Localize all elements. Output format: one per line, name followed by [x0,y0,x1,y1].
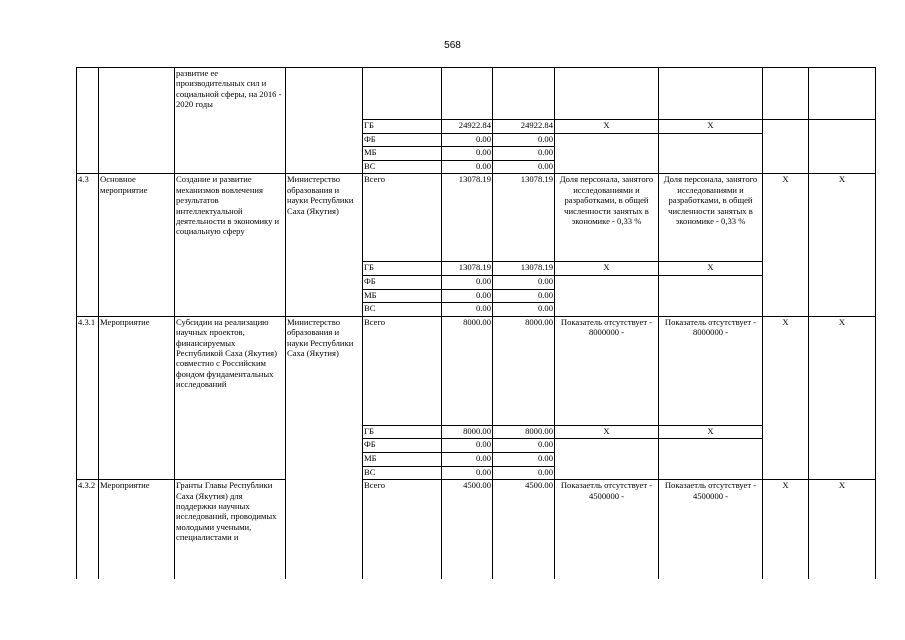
indicator-cell: Х [659,120,763,134]
indicator-cell: Х [659,425,763,439]
mark-cell: Х [763,480,809,580]
funding-value: 0.00 [493,303,555,317]
item-type: Мероприятие [99,316,175,425]
indicator-cell: Х [555,262,659,276]
table-row [77,133,876,147]
funding-source: Всего [363,316,442,425]
table-row [77,425,876,439]
item-executor: Министерство образования и науки Республики Саха (Якутия) [286,316,363,425]
indicator-cell: Показаетль отсутствует - 4500000 - [555,480,659,580]
funding-value: 8000.00 [493,316,555,425]
page-number: 568 [444,40,461,51]
table-row [77,452,876,466]
table-row [77,303,876,317]
program-table [76,67,876,579]
item-number: 4.3 [77,174,99,262]
item-name: развитие ее производительных сил и социальной сферы, на 2016 - 2020 годы [175,68,286,120]
funding-value: 0.00 [442,275,493,289]
funding-value: 8000.00 [493,425,555,439]
table-row [77,480,876,580]
funding-value: 0.00 [442,303,493,317]
funding-source: ФБ [363,133,442,147]
table-row [77,147,876,161]
funding-source: МБ [363,452,442,466]
funding-source: ГБ [363,425,442,439]
funding-source: ВС [363,303,442,317]
mark-cell: Х [809,316,876,425]
funding-value: 0.00 [442,160,493,174]
funding-source: ГБ [363,262,442,276]
funding-source: ВС [363,160,442,174]
funding-value: 0.00 [493,289,555,303]
funding-value: 24922.84 [442,120,493,134]
funding-value: 0.00 [442,439,493,453]
table-row [77,160,876,174]
indicator-cell: Показатель отсутствует - 8000000 - [659,316,763,425]
funding-source: ГБ [363,120,442,134]
funding-value: 0.00 [493,275,555,289]
indicator-cell: Показатель отсутствует - 8000000 - [555,316,659,425]
funding-value: 4500.00 [493,480,555,580]
mark-cell: Х [763,316,809,425]
item-name: Гранты Главы Республики Саха (Якутия) для поддержки научных исследований, проводимых молодыми учеными, специалистами и [175,480,286,580]
funding-source: ВС [363,466,442,480]
mark-cell: Х [809,174,876,262]
funding-value: 24922.84 [493,120,555,134]
table-row [77,466,876,480]
funding-source: ФБ [363,439,442,453]
indicator-cell: Х [555,425,659,439]
indicator-cell: Х [659,262,763,276]
funding-value: 13078.19 [442,262,493,276]
funding-value: 0.00 [493,133,555,147]
funding-value: 0.00 [442,289,493,303]
table-row [77,262,876,276]
funding-value: 13078.19 [442,174,493,262]
funding-source: МБ [363,289,442,303]
funding-value: 13078.19 [493,174,555,262]
item-type: Мероприятие [99,480,175,580]
item-type: Основное мероприятие [99,174,175,262]
table-row [77,68,876,120]
mark-cell: Х [763,174,809,262]
indicator-cell: Доля персонала, занятого исследованиями и разработками, в общей численности занятых в экономике - 0,33 % [555,174,659,262]
item-number: 4.3.2 [77,480,99,580]
funding-value: 0.00 [442,133,493,147]
funding-value: 0.00 [442,147,493,161]
table-row [77,316,876,425]
funding-source: Всего [363,480,442,580]
table-row [77,174,876,262]
item-executor: Министерство образования и науки Республики Саха (Якутия) [286,174,363,262]
funding-source: Всего [363,174,442,262]
funding-value: 0.00 [493,160,555,174]
funding-value: 0.00 [442,466,493,480]
table-row [77,120,876,134]
funding-value: 13078.19 [493,262,555,276]
table-row [77,275,876,289]
funding-value: 8000.00 [442,425,493,439]
indicator-cell: Доля персонала, занятого исследованиями и разработками, в общей численности занятых в экономике - 0,33 % [659,174,763,262]
table-row [77,289,876,303]
funding-value: 8000.00 [442,316,493,425]
funding-value: 0.00 [493,452,555,466]
funding-value: 0.00 [442,452,493,466]
table-row [77,439,876,453]
indicator-cell: Х [555,120,659,134]
funding-value: 0.00 [493,439,555,453]
funding-value: 4500.00 [442,480,493,580]
mark-cell: Х [809,480,876,580]
item-number: 4.3.1 [77,316,99,425]
item-name: Субсидии на реализацию научных проектов, финансируемых Республикой Саха (Якутия) совместно с Российским фондом фундаментальных исследований [175,316,286,425]
item-name: Создание и развитие механизмов вовлечения результатов интеллектуальной деятельности в экономику и социальную сферу [175,174,286,262]
funding-source: ФБ [363,275,442,289]
funding-source: МБ [363,147,442,161]
funding-value: 0.00 [493,466,555,480]
indicator-cell: Показаетль отсутствует - 4500000 - [659,480,763,580]
funding-value: 0.00 [493,147,555,161]
